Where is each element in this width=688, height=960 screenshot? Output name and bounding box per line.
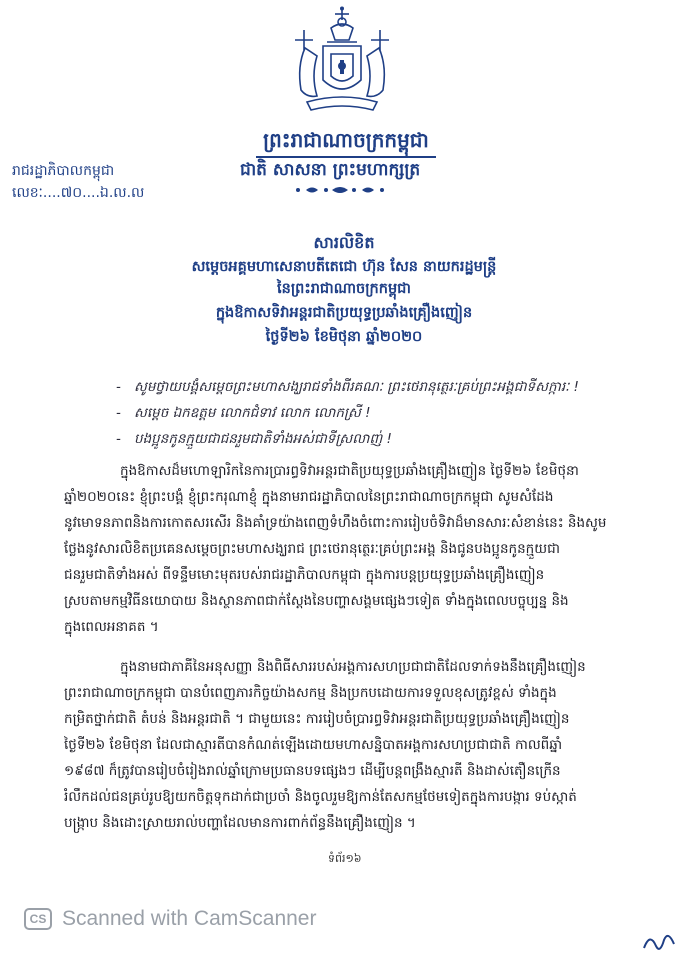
document-title: សារលិខិត bbox=[313, 233, 375, 252]
national-motto: ជាតិ សាសនា ព្រះមហាក្សត្រ bbox=[240, 160, 421, 180]
text-line: ថ្លែងនូវសារលិខិតប្រគេនសម្តេចព្រះមហាសង្ឃរាជ ព្រះថេរានុត្ថេរៈគ្រប់ព្រះអង្គ និងជូនបងប្អូនកូនក្មួយជា bbox=[64, 541, 560, 557]
page-number: ទំព័រ១៦ bbox=[328, 852, 362, 865]
title-line-4: ក្នុងឱកាសទិវាអន្តរជាតិប្រយុទ្ធប្រឆាំងគ្រឿងញៀន bbox=[215, 305, 473, 321]
camscanner-text: Scanned with CamScanner bbox=[62, 907, 317, 930]
text-line: ឆ្នាំ២០២០នេះ ខ្ញុំព្រះបង្គំ ខ្ញុំព្រះករុណាខ្ញុំ ក្នុងនាមរាជរដ្ឋាភិបាលនៃព្រះរាជាណាចក្រកម្ពុជា សូមសំដែង bbox=[64, 489, 554, 505]
text-line: ព្រះរាជាណាចក្រកម្ពុជា បានបំពេញភារកិច្ចយ៉ាងសកម្ម និងប្រកបដោយការទទួលខុសត្រូវខ្ពស់ ទាំងក្នុង bbox=[64, 685, 557, 701]
bullet-dash-icon: - bbox=[116, 379, 121, 395]
text-line: ស្របតាមកម្មវិធីនយោបាយ និងស្ថានភាពជាក់ស្តែងនៃបញ្ហាសង្គមផ្សេងៗទៀត ទាំងក្នុងពេលបច្ចុប្បន្ន និង bbox=[64, 593, 569, 609]
kingdom-title: ព្រះរាជាណាចក្រកម្ពុជា bbox=[263, 128, 429, 152]
text-line: បង្ក្រាប និងដោះស្រាយរាល់បញ្ហាដែលមានការពាក់ព័ន្ធនឹងគ្រឿងញៀន ។ bbox=[64, 815, 416, 831]
handwritten-initial-icon bbox=[640, 928, 680, 956]
reference-number: លេខៈ....៧០....ឯ.ល.ល bbox=[12, 185, 145, 201]
text-line: កម្រិតថ្នាក់ជាតិ តំបន់ និងអន្តរជាតិ ។ ជាមួយនេះ ការរៀបចំប្រារព្ធទិវាអន្តរជាតិប្រយុទ្ធប្រឆាំងគ្រឿងញៀន bbox=[64, 711, 570, 727]
royal-emblem-icon bbox=[283, 6, 401, 114]
camscanner-logo-icon: CS bbox=[24, 908, 52, 930]
bullet-dash-icon: - bbox=[116, 405, 121, 421]
text-line: ១៩៨៧ ក៏ត្រូវបានរៀបចំរៀងរាល់ឆ្នាំក្រោមប្រធានបទផ្សេងៗ ដើម្បីបន្តពង្រឹងស្មារតី និងដាស់តឿនក្រើន bbox=[64, 763, 561, 779]
text-line: ក្នុងឱកាសដ៏មហោឡារិកនៃការប្រារព្ធទិវាអន្តរជាតិប្រយុទ្ធប្រឆាំងគ្រឿងញៀន ថ្ងៃទី២៦ ខែមិថុនា bbox=[120, 463, 579, 479]
text-line: ក្នុងនាមជាភាគីនៃអនុសញ្ញា និងពិធីសាររបស់អង្គការសហប្រជាជាតិដែលទាក់ទងនឹងគ្រឿងញៀន bbox=[120, 659, 586, 675]
text-line: រំលឹកដល់ជនគ្រប់រូបឱ្យយកចិត្តទុកដាក់ជាប្រចាំ និងចូលរួមឱ្យកាន់តែសកម្មថែមទៀតក្នុងការបង្ការ ទប់ស្កាត់ bbox=[64, 789, 577, 805]
ornament-divider-icon bbox=[290, 184, 390, 196]
government-label: រាជរដ្ឋាភិបាលកម្ពុជា bbox=[12, 163, 115, 179]
text-line: នូវមោទនភាពនិងការកោតសរសើរ និងគាំទ្រយ៉ាងពេញទំហឹងចំពោះការរៀបចំទិវាដ៏មានសារៈសំខាន់នេះ និងសូម bbox=[64, 515, 607, 531]
salutation-item: - សម្តេច ឯកឧត្តម លោកជំទាវ លោក លោកស្រី ! bbox=[116, 400, 636, 426]
text-line: ជនរួមជាតិទាំងអស់ ពីទន្ទឹមមោះមុតរបស់រាជរដ្ឋាភិបាលកម្ពុជា ក្នុងការបន្តប្រយុទ្ធប្រឆាំងគ្រឿងញៀន bbox=[64, 567, 545, 583]
title-line-2: សម្តេចអគ្គមហាសេនាបតីតេជោ ហ៊ុន សែន នាយករដ្ឋមន្ត្រី bbox=[191, 259, 497, 275]
salutation-item: - បងប្អូនកូនក្មួយជាជនរួមជាតិទាំងអស់ជាទីស្រលាញ់ ! bbox=[116, 426, 636, 452]
title-line-5: ថ្ងៃទី២៦ ខែមិថុនា ឆ្នាំ២០២០ bbox=[265, 329, 423, 345]
text-line: ថ្ងៃទី២៦ ខែមិថុនា ដែលជាស្មារតីបានកំណត់ឡើងដោយមហាសន្និបាតអង្គការសហប្រជាជាតិ កាលពីឆ្នាំ bbox=[64, 737, 563, 753]
text-line: ក្នុងពេលអនាគត ។ bbox=[64, 619, 159, 635]
body-paragraph-2 bbox=[64, 654, 644, 836]
salutation-list bbox=[116, 374, 636, 452]
camscanner-watermark bbox=[24, 906, 316, 932]
body-paragraph-1 bbox=[64, 458, 644, 640]
title-line-3: នៃព្រះរាជាណាចក្រកម្ពុជា bbox=[277, 281, 411, 297]
bullet-dash-icon: - bbox=[116, 431, 121, 447]
salutation-item: - សូមថ្វាយបង្គំសម្តេចព្រះមហាសង្ឃរាជទាំងពីរគណៈ ព្រះថេរានុត្ថេរៈគ្រប់ព្រះអង្គជាទីសក្ការៈ ! bbox=[116, 374, 636, 400]
